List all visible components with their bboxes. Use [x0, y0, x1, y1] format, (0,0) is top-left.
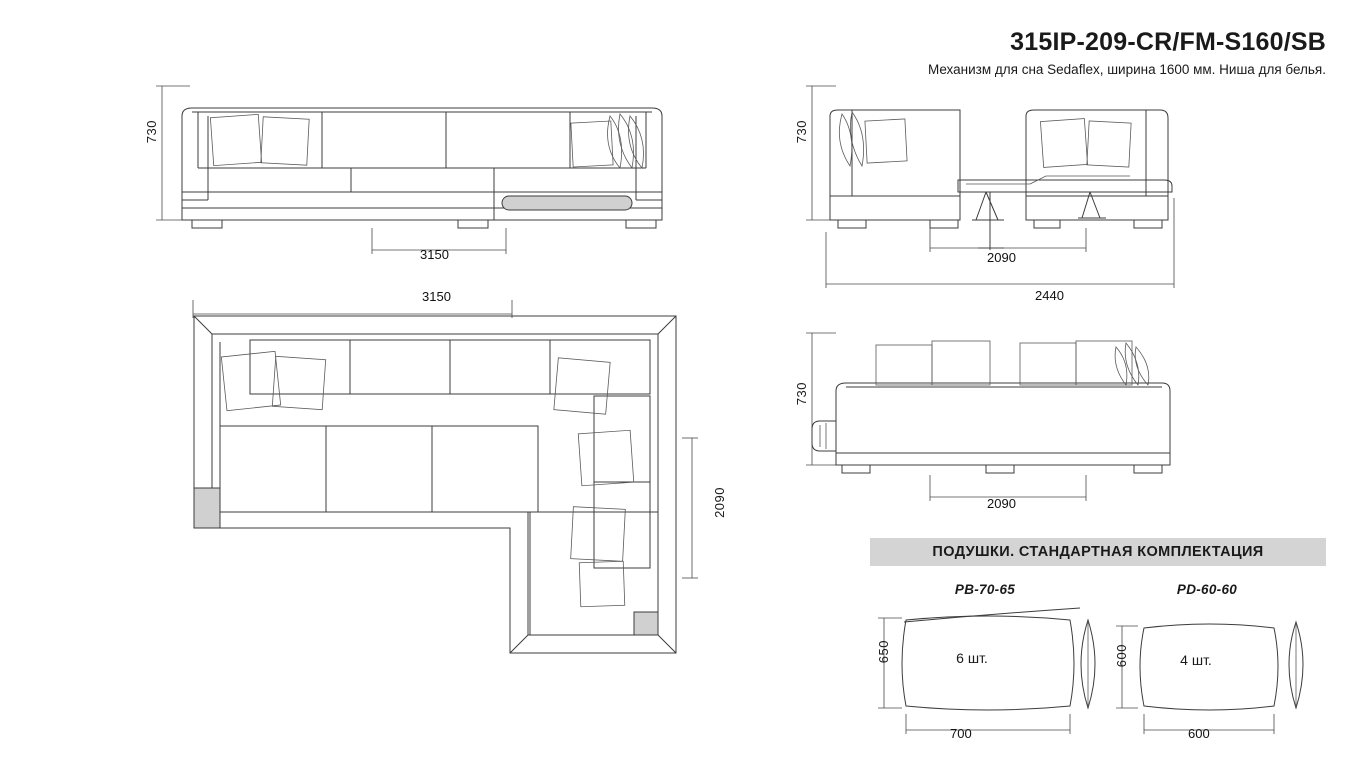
pillow-height-0: 650: [876, 640, 891, 664]
pillow-figure-0: [872, 608, 1102, 738]
bed-height-dim: 730: [794, 120, 809, 144]
pillow-height-1: 600: [1114, 644, 1129, 668]
plan-width-dim: 3150: [422, 289, 451, 304]
pillow-code-1: PD-60-60: [1176, 582, 1238, 597]
bed-open-view: [790, 80, 1210, 250]
pillow-qty-0: 6 шт.: [956, 650, 988, 666]
back-width-dim: 2090: [987, 496, 1016, 511]
pillow-code-0: PB-70-65: [954, 582, 1016, 597]
back-elevation: [790, 325, 1210, 495]
pillow-width-1: 600: [1188, 726, 1210, 741]
pillow-width-0: 700: [950, 726, 972, 741]
page-title: 315IP-209-CR/FM-S160/SB: [1010, 28, 1326, 56]
back-height-dim: 730: [794, 382, 809, 406]
plan-depth-dim: 2090: [712, 487, 727, 518]
page-subtitle: Механизм для сна Sedaflex, ширина 1600 мм. Ниша для белья.: [927, 62, 1326, 77]
top-plan: [190, 312, 710, 657]
pillows-banner: ПОДУШКИ. СТАНДАРТНАЯ КОМПЛЕКТАЦИЯ: [870, 538, 1326, 566]
bed-width-dim: 2090: [987, 250, 1016, 265]
front-elevation: [140, 80, 710, 260]
pillow-figure-1: [1110, 608, 1320, 738]
front-width-dim: 3150: [420, 247, 449, 262]
pillow-qty-1: 4 шт.: [1180, 652, 1212, 668]
bed-total-dim: 2440: [1035, 288, 1064, 303]
front-height-dim: 730: [144, 120, 159, 144]
